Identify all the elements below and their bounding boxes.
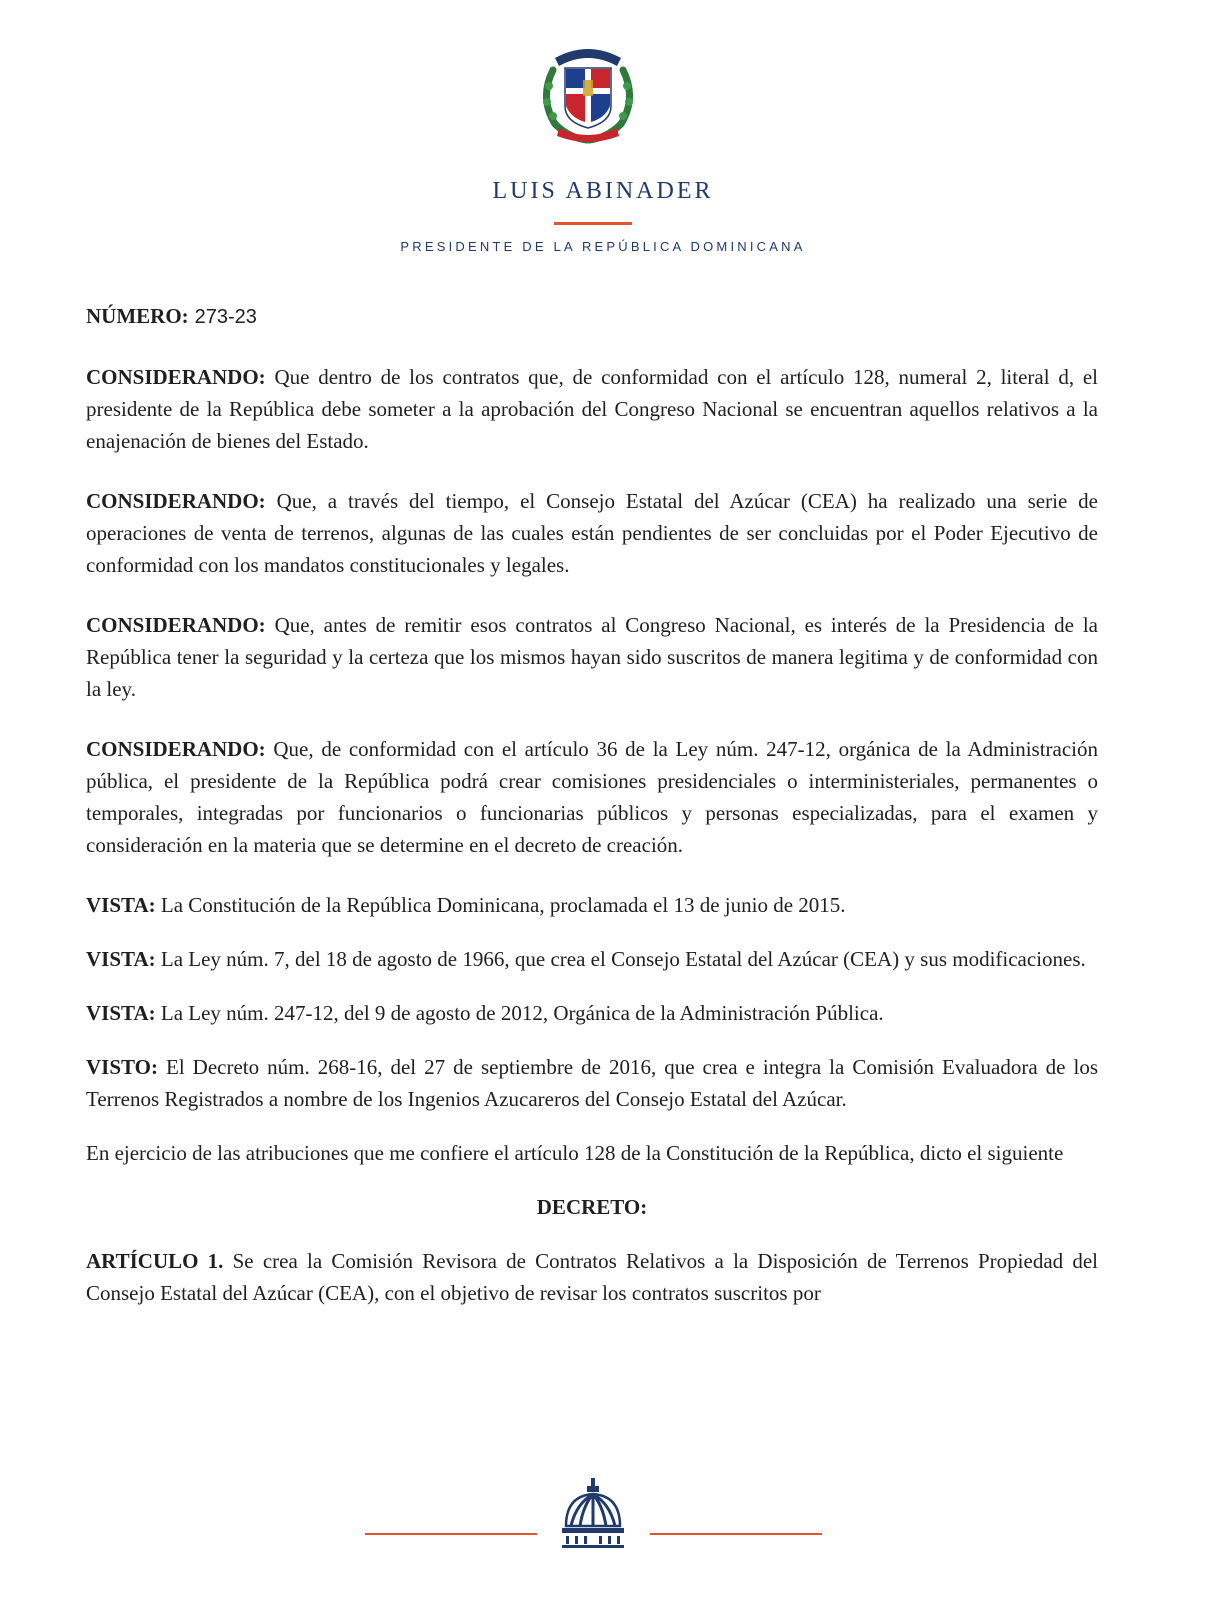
considerando-4 <box>86 733 1098 861</box>
paragraph-text: El Decreto núm. 268-16, del 27 de septiembre de 2016, que crea e integra la Comisión Evaluadora de los Terrenos Registrados a nombre de los Ingenios Azucareros del Consejo Estatal del Azúcar. <box>86 1055 1099 1111</box>
paragraph-label: CONSIDERANDO: <box>86 365 266 389</box>
dominican-coat-of-arms-icon <box>533 36 643 146</box>
decree-number-value: 273-23 <box>194 306 257 328</box>
preamble: En ejercicio de las atribuciones que me confiere el artículo 128 de la Constitución de la República, dicto el siguiente <box>86 1141 1064 1165</box>
footer-divider-right <box>650 1533 822 1535</box>
article-label: ARTÍCULO 1. <box>86 1249 224 1273</box>
paragraph-label: CONSIDERANDO: <box>86 737 266 761</box>
paragraph-text: La Ley núm. 7, del 18 de agosto de 1966, que crea el Consejo Estatal del Azúcar (CEA) y sus modificaciones. <box>160 947 1086 971</box>
paragraph-label: CONSIDERANDO: <box>86 613 266 637</box>
paragraph-label: VISTA: <box>86 1001 156 1025</box>
page-footer <box>0 1476 1206 1556</box>
paragraph-text: Que, a través del tiempo, el Consejo Estatal del Azúcar (CEA) ha realizado una serie de operaciones de venta de terrenos, algunas de las cuales están pendientes de ser concluidas por el Poder Ejecutivo de conformidad con los mandatos constitucionales y legales. <box>86 489 1099 577</box>
footer-divider-left <box>365 1533 537 1535</box>
decree-body <box>86 300 1098 1337</box>
visto-1 <box>86 1051 1098 1115</box>
paragraph-label: CONSIDERANDO: <box>86 489 266 513</box>
considerando-3 <box>86 609 1098 705</box>
president-title: PRESIDENTE DE LA REPÚBLICA DOMINICANA <box>400 239 806 254</box>
paragraph-text: Que, de conformidad con el artículo 36 de la Ley núm. 247-12, orgánica de la Administración pública, el presidente de la República podrá crear comisiones presidenciales o interministeriales, permanentes o temporales, integradas por funcionarios o funcionarias públicos y personas especializadas, para el examen y consideración en la materia que se determine en el decreto de creación. <box>86 737 1099 857</box>
decreto-heading: DECRETO: <box>536 1195 648 1219</box>
articulo-1 <box>86 1245 1098 1309</box>
paragraph-text: La Ley núm. 247-12, del 9 de agosto de 2012, Orgánica de la Administración Pública. <box>160 1001 884 1025</box>
considerando-2 <box>86 485 1098 581</box>
paragraph-label: VISTA: <box>86 947 156 971</box>
name-divider <box>554 222 632 225</box>
vista-1 <box>86 889 1098 921</box>
considerando-1 <box>86 361 1098 457</box>
paragraph-label: VISTA: <box>86 893 156 917</box>
decree-number <box>86 300 1098 333</box>
paragraph-text: La Constitución de la República Dominicana, proclamada el 13 de junio de 2015. <box>160 893 846 917</box>
article-text: Se crea la Comisión Revisora de Contratos Relativos a la Disposición de Terrenos Propiedad del Consejo Estatal del Azúcar (CEA), con el objetivo de revisar los contratos suscritos por <box>86 1249 1099 1305</box>
president-name: LUIS ABINADER <box>492 178 714 204</box>
vista-3 <box>86 997 1098 1029</box>
paragraph-text: Que dentro de los contratos que, de conformidad con el artículo 128, numeral 2, literal d, el presidente de la República debe someter a la aprobación del Congreso Nacional se encuentran aquellos relativos a la enajenación de bienes del Estado. <box>86 365 1098 453</box>
paragraph-label: VISTO: <box>86 1055 158 1079</box>
paragraph-text: Que, antes de remitir esos contratos al Congreso Nacional, es interés de la Presidencia de la República tener la seguridad y la certeza que los mismos hayan sido suscritos de manera legitima y de conformidad con la ley. <box>86 613 1099 701</box>
national-palace-dome-icon <box>558 1476 628 1552</box>
vista-2 <box>86 943 1098 975</box>
decree-number-label: NÚMERO: <box>86 304 189 328</box>
